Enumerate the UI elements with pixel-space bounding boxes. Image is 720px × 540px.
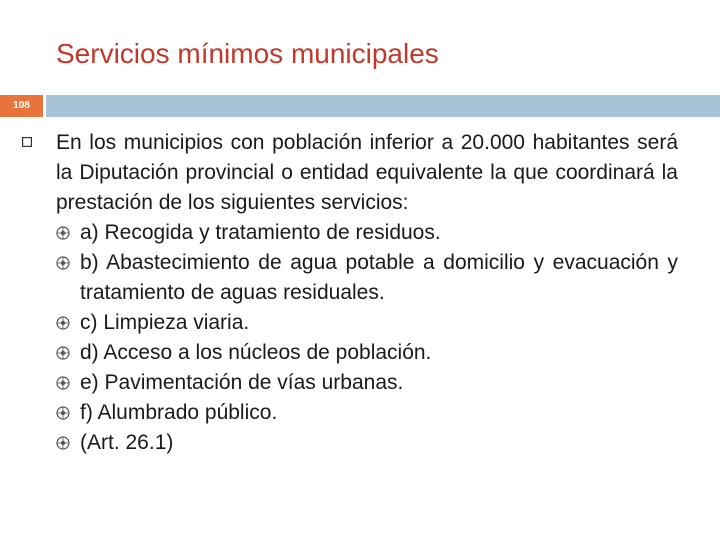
- list-item-text: a) Recogida y tratamiento de residuos.: [80, 221, 441, 244]
- target-circle-icon: [56, 436, 70, 450]
- sub-list: [22, 218, 678, 458]
- list-item-text: f) Alumbrado público.: [80, 401, 278, 424]
- target-circle-icon: [56, 316, 70, 330]
- list-item-text: c) Limpieza viaria.: [80, 311, 250, 334]
- list-item-text: d) Acceso a los núcleos de población.: [80, 341, 432, 364]
- square-outline-icon: [22, 137, 32, 147]
- list-item: [56, 218, 678, 248]
- list-item: [56, 368, 678, 398]
- main-paragraph: En los municipios con población inferior a 20.000 habitantes será la Diputación provincial o entidad equivalente la que coordinará la prestación de los siguientes servicios:: [56, 131, 678, 214]
- list-item: [56, 398, 678, 428]
- accent-bar: [46, 95, 720, 117]
- slide-number: 108: [0, 95, 43, 117]
- target-circle-icon: [56, 376, 70, 390]
- slide-content: [22, 128, 678, 458]
- list-item: [56, 308, 678, 338]
- list-item-text: (Art. 26.1): [80, 431, 174, 454]
- header-bar: [0, 95, 720, 117]
- list-item: [56, 428, 678, 458]
- target-circle-icon: [56, 346, 70, 360]
- list-item-text: e) Pavimentación de vías urbanas.: [80, 371, 404, 394]
- slide-title: Servicios mínimos municipales: [56, 38, 439, 69]
- target-circle-icon: [56, 226, 70, 240]
- list-item: [56, 248, 678, 308]
- list-item: [56, 338, 678, 368]
- list-item-text: b) Abastecimiento de agua potable a domicilio y evacuación y tratamiento de aguas residuales.: [80, 251, 678, 304]
- target-circle-icon: [56, 256, 70, 270]
- target-circle-icon: [56, 406, 70, 420]
